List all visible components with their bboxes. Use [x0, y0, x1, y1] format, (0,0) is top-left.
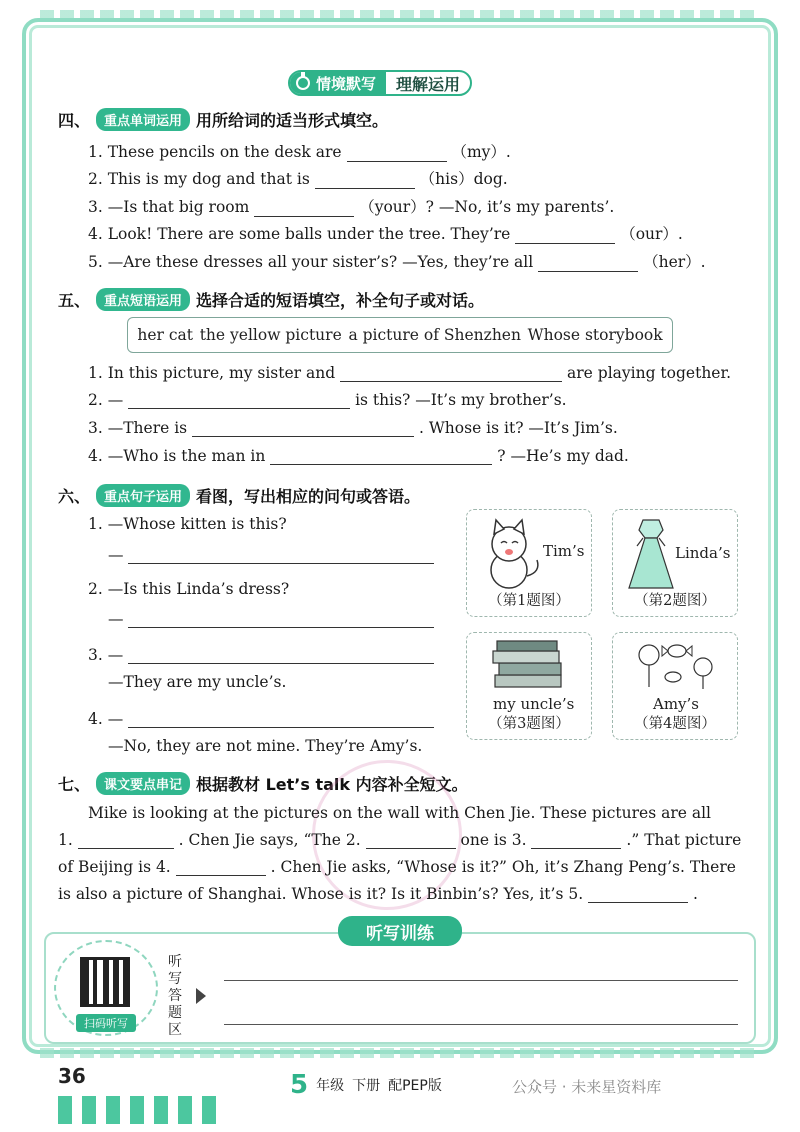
section-tag: 课文要点串记	[96, 772, 190, 795]
section-tag: 重点句子运用	[96, 484, 190, 507]
section-number: 四、	[58, 111, 91, 130]
answer-blank[interactable]	[128, 610, 434, 628]
section-tag: 重点单词运用	[96, 108, 190, 131]
picture-caption: （第2题图）	[634, 593, 716, 609]
section-instruction: 用所给词的适当形式填空。	[196, 111, 389, 130]
section-instruction: 选择合适的短语填空，补全句子或对话。	[196, 291, 485, 310]
edition-label: 配PEP版	[388, 1078, 442, 1094]
line-text: . Whose is it? —It’s Jim’s.	[419, 419, 618, 437]
section-number: 五、	[58, 291, 91, 310]
medal-icon	[296, 76, 310, 90]
line-text: is also a picture of Shanghai. Whose is it? Is it Binbin’s? Yes, it’s 5.	[58, 885, 584, 903]
answer-line	[108, 610, 434, 628]
answer-blank[interactable]	[176, 858, 266, 876]
header-banner	[288, 70, 472, 96]
exercise-line	[88, 167, 508, 189]
candy-icon	[631, 637, 721, 691]
banner-left	[290, 72, 386, 94]
line-text: 1. In this picture, my sister and	[88, 364, 336, 382]
exercise-line	[88, 419, 618, 437]
answer-blank[interactable]	[128, 391, 350, 409]
banner-right-label: 理解运用	[396, 74, 461, 94]
dictation-answer-line[interactable]	[224, 980, 738, 981]
phrase-option: a picture of Shenzhen	[348, 326, 521, 344]
line-text: （his）dog.	[419, 170, 508, 188]
stripe	[130, 1096, 144, 1124]
answer-blank[interactable]	[515, 226, 615, 244]
exercise-line	[88, 364, 731, 382]
picture-owner-label: Amy’s	[653, 695, 699, 713]
picture-4-box	[612, 632, 738, 740]
phrase-option: her cat	[137, 326, 193, 344]
dictation-answer-line[interactable]	[224, 1024, 738, 1025]
picture-owner-label: Linda’s	[675, 544, 731, 562]
line-text: 3. —Is that big room	[88, 198, 250, 216]
answer-blank[interactable]	[347, 144, 447, 162]
line-text: （your）? —No, it’s my parents’.	[359, 198, 615, 216]
grade-label: 年级	[316, 1078, 345, 1094]
answer-blank[interactable]	[78, 831, 174, 849]
question-line	[88, 710, 434, 728]
answer-blank[interactable]	[128, 546, 434, 564]
picture-1-box	[466, 509, 592, 617]
line-text: 4. Look! There are some balls under the tree. They’re	[88, 225, 511, 243]
line-text: 2. —	[88, 391, 124, 409]
exercise-line	[88, 391, 567, 409]
answer-text: —No, they are not mine. They’re Amy’s.	[108, 737, 423, 755]
stripe	[58, 1096, 72, 1124]
phrase-option: the yellow picture	[199, 326, 342, 344]
line-text: .	[693, 885, 698, 903]
answer-blank[interactable]	[192, 419, 414, 437]
banner-left-label: 情境默写	[316, 74, 377, 93]
answer-area-label: 听写答题区	[168, 954, 182, 1038]
line-text: .” That picture	[626, 831, 742, 849]
answer-blank[interactable]	[315, 171, 415, 189]
stripe	[154, 1096, 168, 1124]
picture-caption: （第1题图）	[488, 593, 570, 609]
picture-caption: （第3题图）	[488, 716, 570, 732]
play-arrow-icon	[196, 988, 206, 1004]
question-text: 2. —Is this Linda’s dress?	[88, 580, 290, 598]
stripe	[202, 1096, 216, 1124]
exercise-line	[88, 222, 683, 244]
picture-owner-label: Tim’s	[543, 542, 585, 560]
answer-blank[interactable]	[254, 199, 354, 217]
passage-line	[58, 858, 736, 876]
books-icon	[489, 639, 569, 693]
line-text: （our）.	[620, 225, 683, 243]
cat-icon	[477, 516, 547, 592]
line-text: 3. —There is	[88, 419, 188, 437]
footer-stripes	[58, 1096, 216, 1124]
line-text: （my）.	[451, 143, 511, 161]
line-text: 2. This is my dog and that is	[88, 170, 310, 188]
exercise-line	[88, 250, 706, 272]
line-text: —	[108, 610, 124, 628]
picture-owner-label: my uncle’s	[493, 695, 575, 713]
phrase-bank	[127, 317, 673, 353]
answer-blank[interactable]	[538, 254, 638, 272]
line-text: ? —He’s my dad.	[497, 447, 629, 465]
picture-3-box	[466, 632, 592, 740]
answer-line	[108, 546, 434, 564]
question-line	[88, 646, 434, 664]
section-number: 六、	[58, 487, 91, 506]
line-text: are playing together.	[567, 364, 732, 382]
phrase-option: Whose storybook	[527, 326, 663, 344]
line-text: 5. —Are these dresses all your sister’s? —Yes, they’re all	[88, 253, 534, 271]
answer-text: —They are my uncle’s.	[108, 673, 287, 691]
answer-blank[interactable]	[128, 646, 434, 664]
answer-blank[interactable]	[366, 831, 456, 849]
section-4-heading	[58, 108, 388, 131]
exercise-line	[88, 447, 629, 465]
grade-number: 5	[290, 1070, 309, 1100]
answer-blank[interactable]	[340, 364, 562, 382]
exercise-line	[88, 140, 511, 162]
line-text: —	[108, 546, 124, 564]
line-text: 4. —	[88, 710, 124, 728]
section-6-heading	[58, 484, 420, 507]
line-text: （her）.	[643, 253, 706, 271]
passage-line: Mike is looking at the pictures on the wall with Chen Jie. These pictures are all	[88, 804, 711, 822]
section-instruction: 根据教材 Let’s talk 内容补全短文。	[196, 775, 468, 794]
exercise-line	[88, 195, 614, 217]
dress-icon	[621, 516, 681, 592]
section-tag: 重点短语运用	[96, 288, 190, 311]
frame-bottom-wave	[40, 1048, 760, 1058]
line-text: 4. —Who is the man in	[88, 447, 266, 465]
grade-info	[290, 1072, 442, 1098]
footer-watermark: 公众号 · 未来星资料库	[512, 1078, 662, 1096]
section-instruction: 看图，写出相应的问句或答语。	[196, 487, 421, 506]
line-text: is this? —It’s my brother’s.	[355, 391, 567, 409]
line-text: 1.	[58, 831, 73, 849]
stripe	[178, 1096, 192, 1124]
passage-line	[58, 885, 698, 903]
stripe	[106, 1096, 120, 1124]
line-text: one is 3.	[460, 831, 527, 849]
answer-blank[interactable]	[270, 447, 492, 465]
question-text: 1. —Whose kitten is this?	[88, 515, 287, 533]
line-text: of Beijing is 4.	[58, 858, 171, 876]
picture-2-box	[612, 509, 738, 617]
section-number: 七、	[58, 775, 91, 794]
stripe	[82, 1096, 96, 1124]
section-5-heading	[58, 288, 484, 311]
answer-blank[interactable]	[531, 831, 621, 849]
picture-caption: （第4题图）	[634, 716, 716, 732]
answer-blank[interactable]	[128, 710, 434, 728]
line-text: . Chen Jie says, “The 2.	[178, 831, 361, 849]
page-number: 36	[58, 1064, 86, 1088]
passage-line	[58, 831, 741, 849]
dictation-title: 听写训练	[338, 916, 462, 946]
line-text: 1. These pencils on the desk are	[88, 143, 342, 161]
answer-blank[interactable]	[588, 885, 688, 903]
line-text: 3. —	[88, 646, 124, 664]
qr-label: 扫码听写	[76, 1014, 136, 1032]
term-label: 下册	[352, 1078, 381, 1094]
qr-code-icon[interactable]	[80, 957, 130, 1007]
line-text: . Chen Jie asks, “Whose is it?” Oh, it’s Zhang Peng’s. There	[270, 858, 736, 876]
